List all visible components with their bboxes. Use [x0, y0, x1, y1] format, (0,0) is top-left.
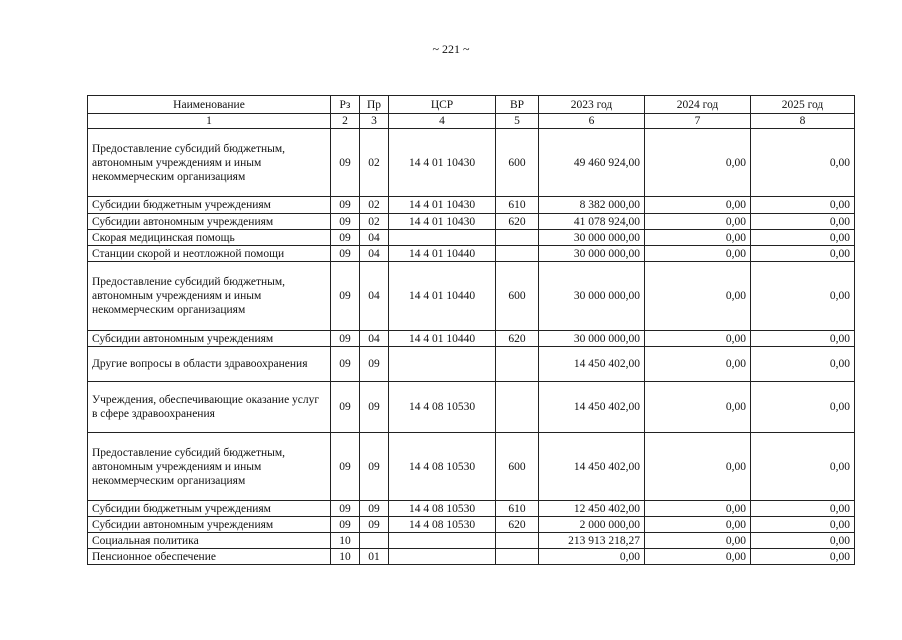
row-rz: 09	[331, 382, 360, 433]
row-csr: 14 4 01 10430	[389, 214, 496, 230]
row-csr	[389, 549, 496, 565]
row-2023: 14 450 402,00	[539, 382, 645, 433]
row-2025: 0,00	[751, 517, 855, 533]
row-2023: 14 450 402,00	[539, 433, 645, 501]
row-2024: 0,00	[645, 246, 751, 262]
row-pr: 09	[360, 433, 389, 501]
column-number: 8	[751, 114, 855, 129]
row-2025: 0,00	[751, 129, 855, 197]
row-rz: 09	[331, 262, 360, 331]
row-pr: 09	[360, 347, 389, 382]
row-rz: 09	[331, 433, 360, 501]
row-vr: 620	[496, 331, 539, 347]
row-2023: 30 000 000,00	[539, 262, 645, 331]
table-row	[88, 230, 855, 246]
row-pr	[360, 533, 389, 549]
table-row	[88, 433, 855, 501]
row-2025: 0,00	[751, 433, 855, 501]
row-rz: 10	[331, 533, 360, 549]
row-2023: 12 450 402,00	[539, 501, 645, 517]
row-csr: 14 4 01 10440	[389, 262, 496, 331]
row-pr: 02	[360, 214, 389, 230]
row-pr: 04	[360, 246, 389, 262]
row-rz: 09	[331, 517, 360, 533]
row-2023: 49 460 924,00	[539, 129, 645, 197]
header-row	[88, 96, 855, 114]
row-rz: 09	[331, 347, 360, 382]
row-2023: 30 000 000,00	[539, 230, 645, 246]
row-2023: 41 078 924,00	[539, 214, 645, 230]
row-2025: 0,00	[751, 549, 855, 565]
row-pr: 09	[360, 501, 389, 517]
page-number: ~ 221 ~	[432, 42, 470, 56]
row-pr: 04	[360, 230, 389, 246]
row-csr: 14 4 08 10530	[389, 517, 496, 533]
row-2025: 0,00	[751, 262, 855, 331]
table-body	[88, 129, 855, 565]
row-2023: 8 382 000,00	[539, 197, 645, 214]
row-2024: 0,00	[645, 197, 751, 214]
row-vr: 600	[496, 262, 539, 331]
column-number: 3	[360, 114, 389, 129]
row-pr: 02	[360, 197, 389, 214]
row-name: Скорая медицинская помощь	[88, 230, 331, 246]
row-name: Другие вопросы в области здравоохранения	[88, 347, 331, 382]
row-2025: 0,00	[751, 214, 855, 230]
row-2023: 30 000 000,00	[539, 331, 645, 347]
row-2025: 0,00	[751, 230, 855, 246]
row-name: Субсидии автономным учреждениям	[88, 517, 331, 533]
row-vr: 610	[496, 197, 539, 214]
row-csr	[389, 347, 496, 382]
row-csr	[389, 230, 496, 246]
row-name: Станции скорой и неотложной помощи	[88, 246, 331, 262]
row-vr: 620	[496, 214, 539, 230]
row-csr: 14 4 01 10440	[389, 246, 496, 262]
row-name: Пенсионное обеспечение	[88, 549, 331, 565]
row-name: Субсидии автономным учреждениям	[88, 331, 331, 347]
table-row	[88, 549, 855, 565]
column-number: 6	[539, 114, 645, 129]
row-name: Предоставление субсидий бюджетным, автономным учреждениям и иным некоммерческим организациям	[88, 129, 331, 197]
row-2024: 0,00	[645, 382, 751, 433]
row-2024: 0,00	[645, 230, 751, 246]
row-csr: 14 4 01 10430	[389, 197, 496, 214]
row-2024: 0,00	[645, 214, 751, 230]
row-vr	[496, 549, 539, 565]
table-row	[88, 382, 855, 433]
table-row	[88, 214, 855, 230]
row-2025: 0,00	[751, 347, 855, 382]
row-vr	[496, 533, 539, 549]
column-number: 7	[645, 114, 751, 129]
row-vr	[496, 246, 539, 262]
row-2024: 0,00	[645, 517, 751, 533]
header-pr: Пр	[360, 96, 389, 114]
row-2025: 0,00	[751, 533, 855, 549]
row-2023: 0,00	[539, 549, 645, 565]
table-row	[88, 347, 855, 382]
row-2023: 30 000 000,00	[539, 246, 645, 262]
row-vr	[496, 382, 539, 433]
table-row	[88, 129, 855, 197]
row-name: Субсидии бюджетным учреждениям	[88, 197, 331, 214]
column-number: 2	[331, 114, 360, 129]
header-vr: ВР	[496, 96, 539, 114]
row-vr	[496, 347, 539, 382]
row-name: Социальная политика	[88, 533, 331, 549]
row-2025: 0,00	[751, 501, 855, 517]
row-rz: 09	[331, 501, 360, 517]
row-2025: 0,00	[751, 382, 855, 433]
row-pr: 09	[360, 517, 389, 533]
row-2023: 213 913 218,27	[539, 533, 645, 549]
row-csr: 14 4 08 10530	[389, 433, 496, 501]
row-2023: 14 450 402,00	[539, 347, 645, 382]
row-vr	[496, 230, 539, 246]
row-2025: 0,00	[751, 246, 855, 262]
row-2024: 0,00	[645, 331, 751, 347]
table-row	[88, 533, 855, 549]
row-2024: 0,00	[645, 533, 751, 549]
row-pr: 04	[360, 262, 389, 331]
row-name: Субсидии автономным учреждениям	[88, 214, 331, 230]
row-name: Субсидии бюджетным учреждениям	[88, 501, 331, 517]
table-row	[88, 501, 855, 517]
header-2024: 2024 год	[645, 96, 751, 114]
header-csr: ЦСР	[389, 96, 496, 114]
header-2023: 2023 год	[539, 96, 645, 114]
row-2024: 0,00	[645, 501, 751, 517]
row-rz: 09	[331, 246, 360, 262]
row-pr: 04	[360, 331, 389, 347]
row-csr	[389, 533, 496, 549]
row-pr: 02	[360, 129, 389, 197]
budget-table	[87, 95, 855, 565]
row-rz: 09	[331, 129, 360, 197]
row-rz: 10	[331, 549, 360, 565]
table-row	[88, 197, 855, 214]
header-rz: Рз	[331, 96, 360, 114]
row-pr: 01	[360, 549, 389, 565]
row-2024: 0,00	[645, 262, 751, 331]
row-2024: 0,00	[645, 549, 751, 565]
column-number: 1	[88, 114, 331, 129]
row-2024: 0,00	[645, 433, 751, 501]
table-row	[88, 262, 855, 331]
row-vr: 610	[496, 501, 539, 517]
header-name: Наименование	[88, 96, 331, 114]
row-csr: 14 4 01 10440	[389, 331, 496, 347]
row-name: Учреждения, обеспечивающие оказание услуг в сфере здравоохранения	[88, 382, 331, 433]
row-rz: 09	[331, 197, 360, 214]
table-row	[88, 331, 855, 347]
row-name: Предоставление субсидий бюджетным, автономным учреждениям и иным некоммерческим организациям	[88, 262, 331, 331]
table-row	[88, 246, 855, 262]
header-2025: 2025 год	[751, 96, 855, 114]
row-vr: 600	[496, 433, 539, 501]
row-vr: 600	[496, 129, 539, 197]
row-2025: 0,00	[751, 197, 855, 214]
row-pr: 09	[360, 382, 389, 433]
row-name: Предоставление субсидий бюджетным, автономным учреждениям и иным некоммерческим организациям	[88, 433, 331, 501]
row-2025: 0,00	[751, 331, 855, 347]
column-number-row	[88, 114, 855, 129]
table-row	[88, 517, 855, 533]
row-rz: 09	[331, 331, 360, 347]
column-number: 5	[496, 114, 539, 129]
row-csr: 14 4 08 10530	[389, 501, 496, 517]
row-vr: 620	[496, 517, 539, 533]
column-number: 4	[389, 114, 496, 129]
row-csr: 14 4 08 10530	[389, 382, 496, 433]
row-csr: 14 4 01 10430	[389, 129, 496, 197]
row-2024: 0,00	[645, 347, 751, 382]
row-rz: 09	[331, 214, 360, 230]
row-rz: 09	[331, 230, 360, 246]
row-2023: 2 000 000,00	[539, 517, 645, 533]
row-2024: 0,00	[645, 129, 751, 197]
